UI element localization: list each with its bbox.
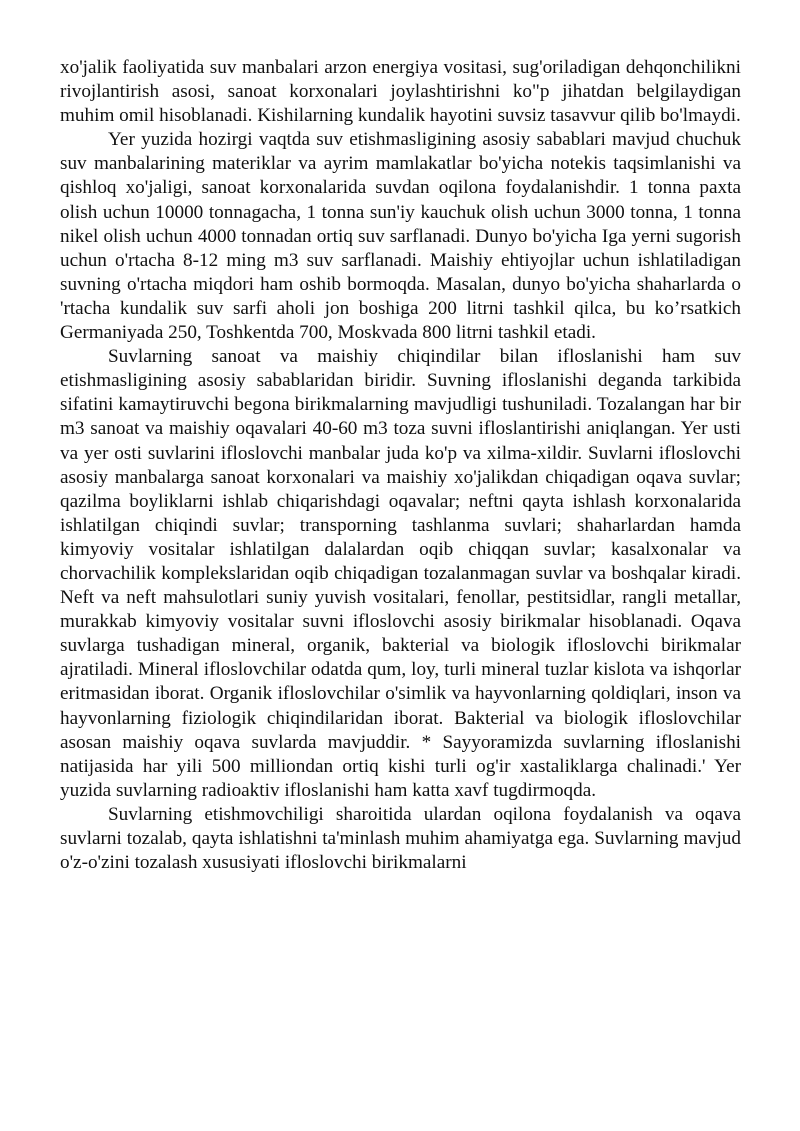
paragraph-water-shortage-causes: Yer yuzida hozirgi vaqtda suv etishmasligining asosiy sabablari mavjud chuchuk suv manbalarining materiklar va ayrim mamlakatlar bo'yicha notekis taqsimlanishi va qishloq xo'jaligi, sanoat korxonalarida suvdan oqilona foydalanishdir. 1 tonna paxta olish uchun 10000 tonnagacha, 1 tonna sun'iy kauchuk olish uchun 3000 tonna, 1 tonna nikel olish uchun 4000 tonnadan ortiq suv sarflanadi. Dunyo bo'yicha Iga yerni sugorish uchun o'rtacha 8-12 ming m3 suv sarflanadi. Maishiy ehtiyojlar uchun ishlatiladigan suvning o'rtacha miqdori ham oshib bormoqda. Masalan, dunyo bo'yicha shaharlarda o 'rtacha kundalik suv sarfi aholi jon boshiga 200 litrni tashkil qilca, bu ko’rsatkich Germaniyada 250, Toshkentda 700, Moskvada 800 litrni tashkil etadi. <box>60 129 741 344</box>
paragraph-water-pollution: Suvlarning sanoat va maishiy chiqindilar bilan ifloslanishi ham suv etishmasligining asosiy sabablaridan biridir. Suvning ifloslanishi deganda tarkibida sifatini kamaytiruvchi begona birikmalarning mavjudligi tushuniladi. Tozalangan har bir m3 sanoat va maishiy oqavalari 40-60 m3 toza suvni ifloslantirishi aniqlangan. Yer usti va yer osti suvlarini ifloslovchi manbalar juda ko'p va xilma-xildir. Suvlarni ifloslovchi asosiy manbalarga sanoat korxonalari va maishiy xo'jalikdan chiqadigan oqava suvlar; qazilma boyliklarni ishlab chiqarishdagi oqavalar; neftni qayta ishlash korxonalarida ishlatilgan chiqindi suvlar; transporning tashlanma suvlari; shaharlardan hamda kimyoviy vositalar ishlatilgan dalalardan oqib chiqqan suvlar; kasalxonalar va chorvachilik komplekslaridan oqib chiqadigan tozalanmagan suvlar va boshqalar kiradi. Neft va neft mahsulotlari suniy yuvish vositalari, fenollar, pestitsidlar, rangli metallar, murakkab kimyoviy vositalar suvni ifloslovchi asosiy birikmalar hisoblanadi. Oqava suvlarga tushadigan mineral, organik, bakterial va biologik ifloslovchi birikmalar ajratiladi. Mineral ifloslovchilar odatda qum, loy, turli mineral tuzlar kislota va ishqorlar eritmasidan iborat. Organik ifloslovchilar o'simlik va hayvonlarning qoldiqlari, inson va hayvonlarning fiziologik chiqindilaridan iborat. Bakterial va biologik ifloslovchilar asosan maishiy oqava suvlarda mavjuddir. * Sayyoramizda suvlarning ifloslanishi natijasida har yili 500 milliondan ortiq kishi turli og'ir xastaliklarga chalinadi.' Yer yuzida suvlarning radioaktiv ifloslanishi ham katta xavf tugdirmoqda. <box>60 346 741 801</box>
paragraph-continuation: xo'jalik faoliyatida suv manbalari arzon energiya vositasi, sug'oriladigan dehqonchilikni rivojlantirish asosi, sanoat korxonalari joylashtirishni ko"p jihatdan belgilaydigan muhim omil hisoblanadi. Kishilarning kundalik hayotini suvsiz tasavvur qilib bo'lmaydi. <box>60 57 741 127</box>
document-page <box>60 56 741 875</box>
paragraph-rational-use: Suvlarning etishmovchiligi sharoitida ulardan oqilona foydalanish va oqava suvlarni tozalab, qayta ishlatishni ta'minlash muhim ahamiyatga ega. Suvlarning mavjud o'z-o'zini tozalash xususiyati ifloslovchi birikmalarni <box>60 803 741 874</box>
